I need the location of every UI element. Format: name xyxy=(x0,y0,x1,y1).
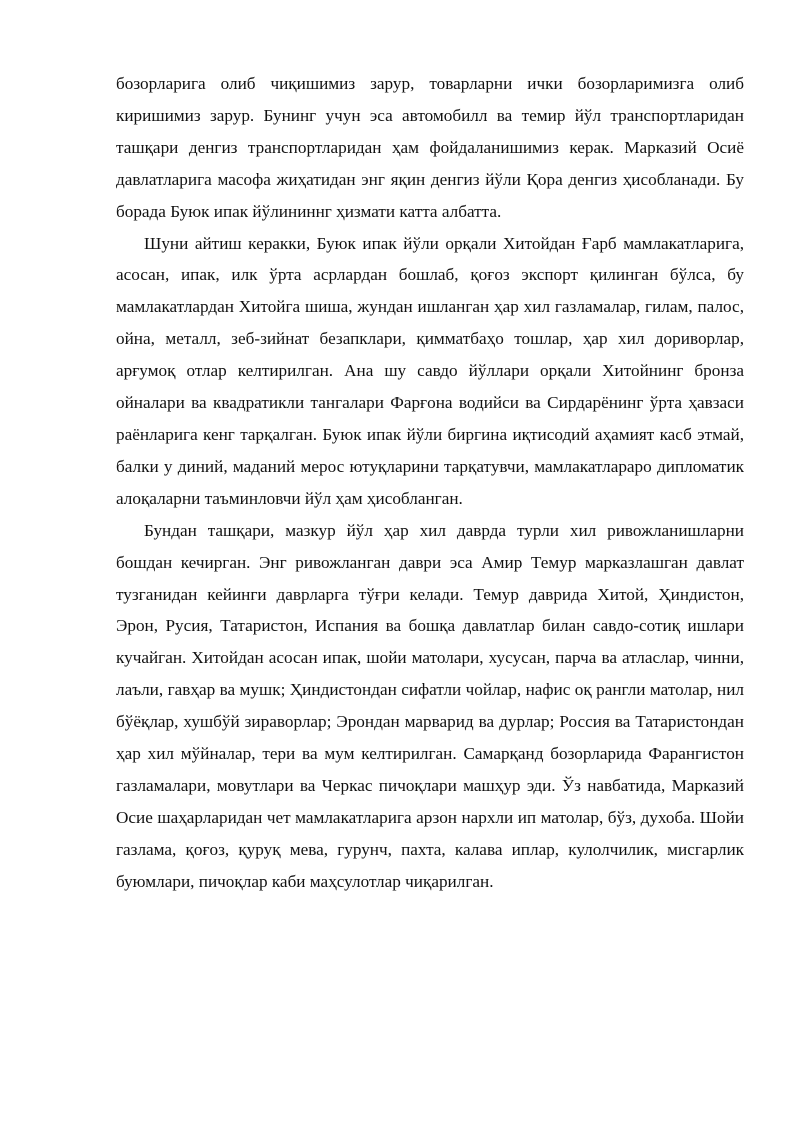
document-page xyxy=(116,68,744,898)
paragraph-temur-era: Бундан ташқари, мазкур йўл ҳар хил даврда турли хил ривожланишларни бошдан кечирган. Энг ривожланган даври эса Амир Темур марказлашган давлат тузганидан кейинги даврларга тўғри келади. Темур даврида Хитой, Ҳиндистон, Эрон, Русия, Татаристон, Испания ва бошқа давлатлар билан савдо-сотиқ ишлари кучайган. Хитойдан асосан ипак, шойи матолари, хусусан, парча ва атласлар, чинни, лаъли, гавҳар ва мушк; Ҳиндистондан сифатли чойлар, нафис оқ рангли матолар, нил бўёқлар, хушбўй зираворлар; Эрондан марварид ва дурлар; Россия ва Татаристондан ҳар хил мўйналар, тери ва мум келтирилган. Самарқанд бозорларида Фарангистон газламалари, мовутлари ва Черкас пичоқлари машҳур эди. Ўз навбатида, Марказий Осие шаҳарларидан чет мамлакатларига арзон нархли ип матолар, бўз, духоба. Шойи газлама, қоғоз, қуруқ мева, гурунч, пахта, калава иплар, кулолчилик, мисгарлик буюмлари, пичоқлар каби маҳсулотлар чиқарилган. xyxy=(116,520,744,891)
paragraph-silk-road-trade: Шуни айтиш керакки, Буюк ипак йўли орқали Хитойдан Ғарб мамлакатларига, асосан, ипак, илк ўрта асрлардан бошлаб, қоғоз экспорт қилинган бўлса, бу мамлакатлардан Хитойга шиша, жундан ишланган ҳар хил газламалар, гилам, палос, ойна, металл, зеб-зийнат безапклари, қимматбаҳо тошлар, ҳар хил дориворлар, арғумоқ отлар келтирилган. Ана шу савдо йўллари орқали Хитойнинг бронза ойналари ва квадратикли тангалари Фарғона водийси ва Сирдарёнинг ўрта ҳавзаси раёнларига кенг тарқалган. Буюк ипак йўли биргина иқтисодий аҳамият касб этмай, балки у диний, маданий мерос ютуқларини тарқатувчи, мамлакатлараро дипломатик алоқаларни таъминловчи йўл ҳам ҳисобланган. xyxy=(116,233,744,508)
paragraph-continuation: бозорларига олиб чиқишимиз зарур, товарларни ички бозорларимизга олиб киришимиз зарур. Бунинг учун эса автомобилл ва темир йўл транспортларидан ташқари денгиз транспортларидан ҳам фойдаланишимиз керак. Марказий Осиё давлатларига масофа жиҳатидан энг яқин денгиз йўли Қора денгиз ҳисобланади. Бу борада Буюк ипак йўлининнг ҳизмати катта албатта. xyxy=(116,74,744,221)
